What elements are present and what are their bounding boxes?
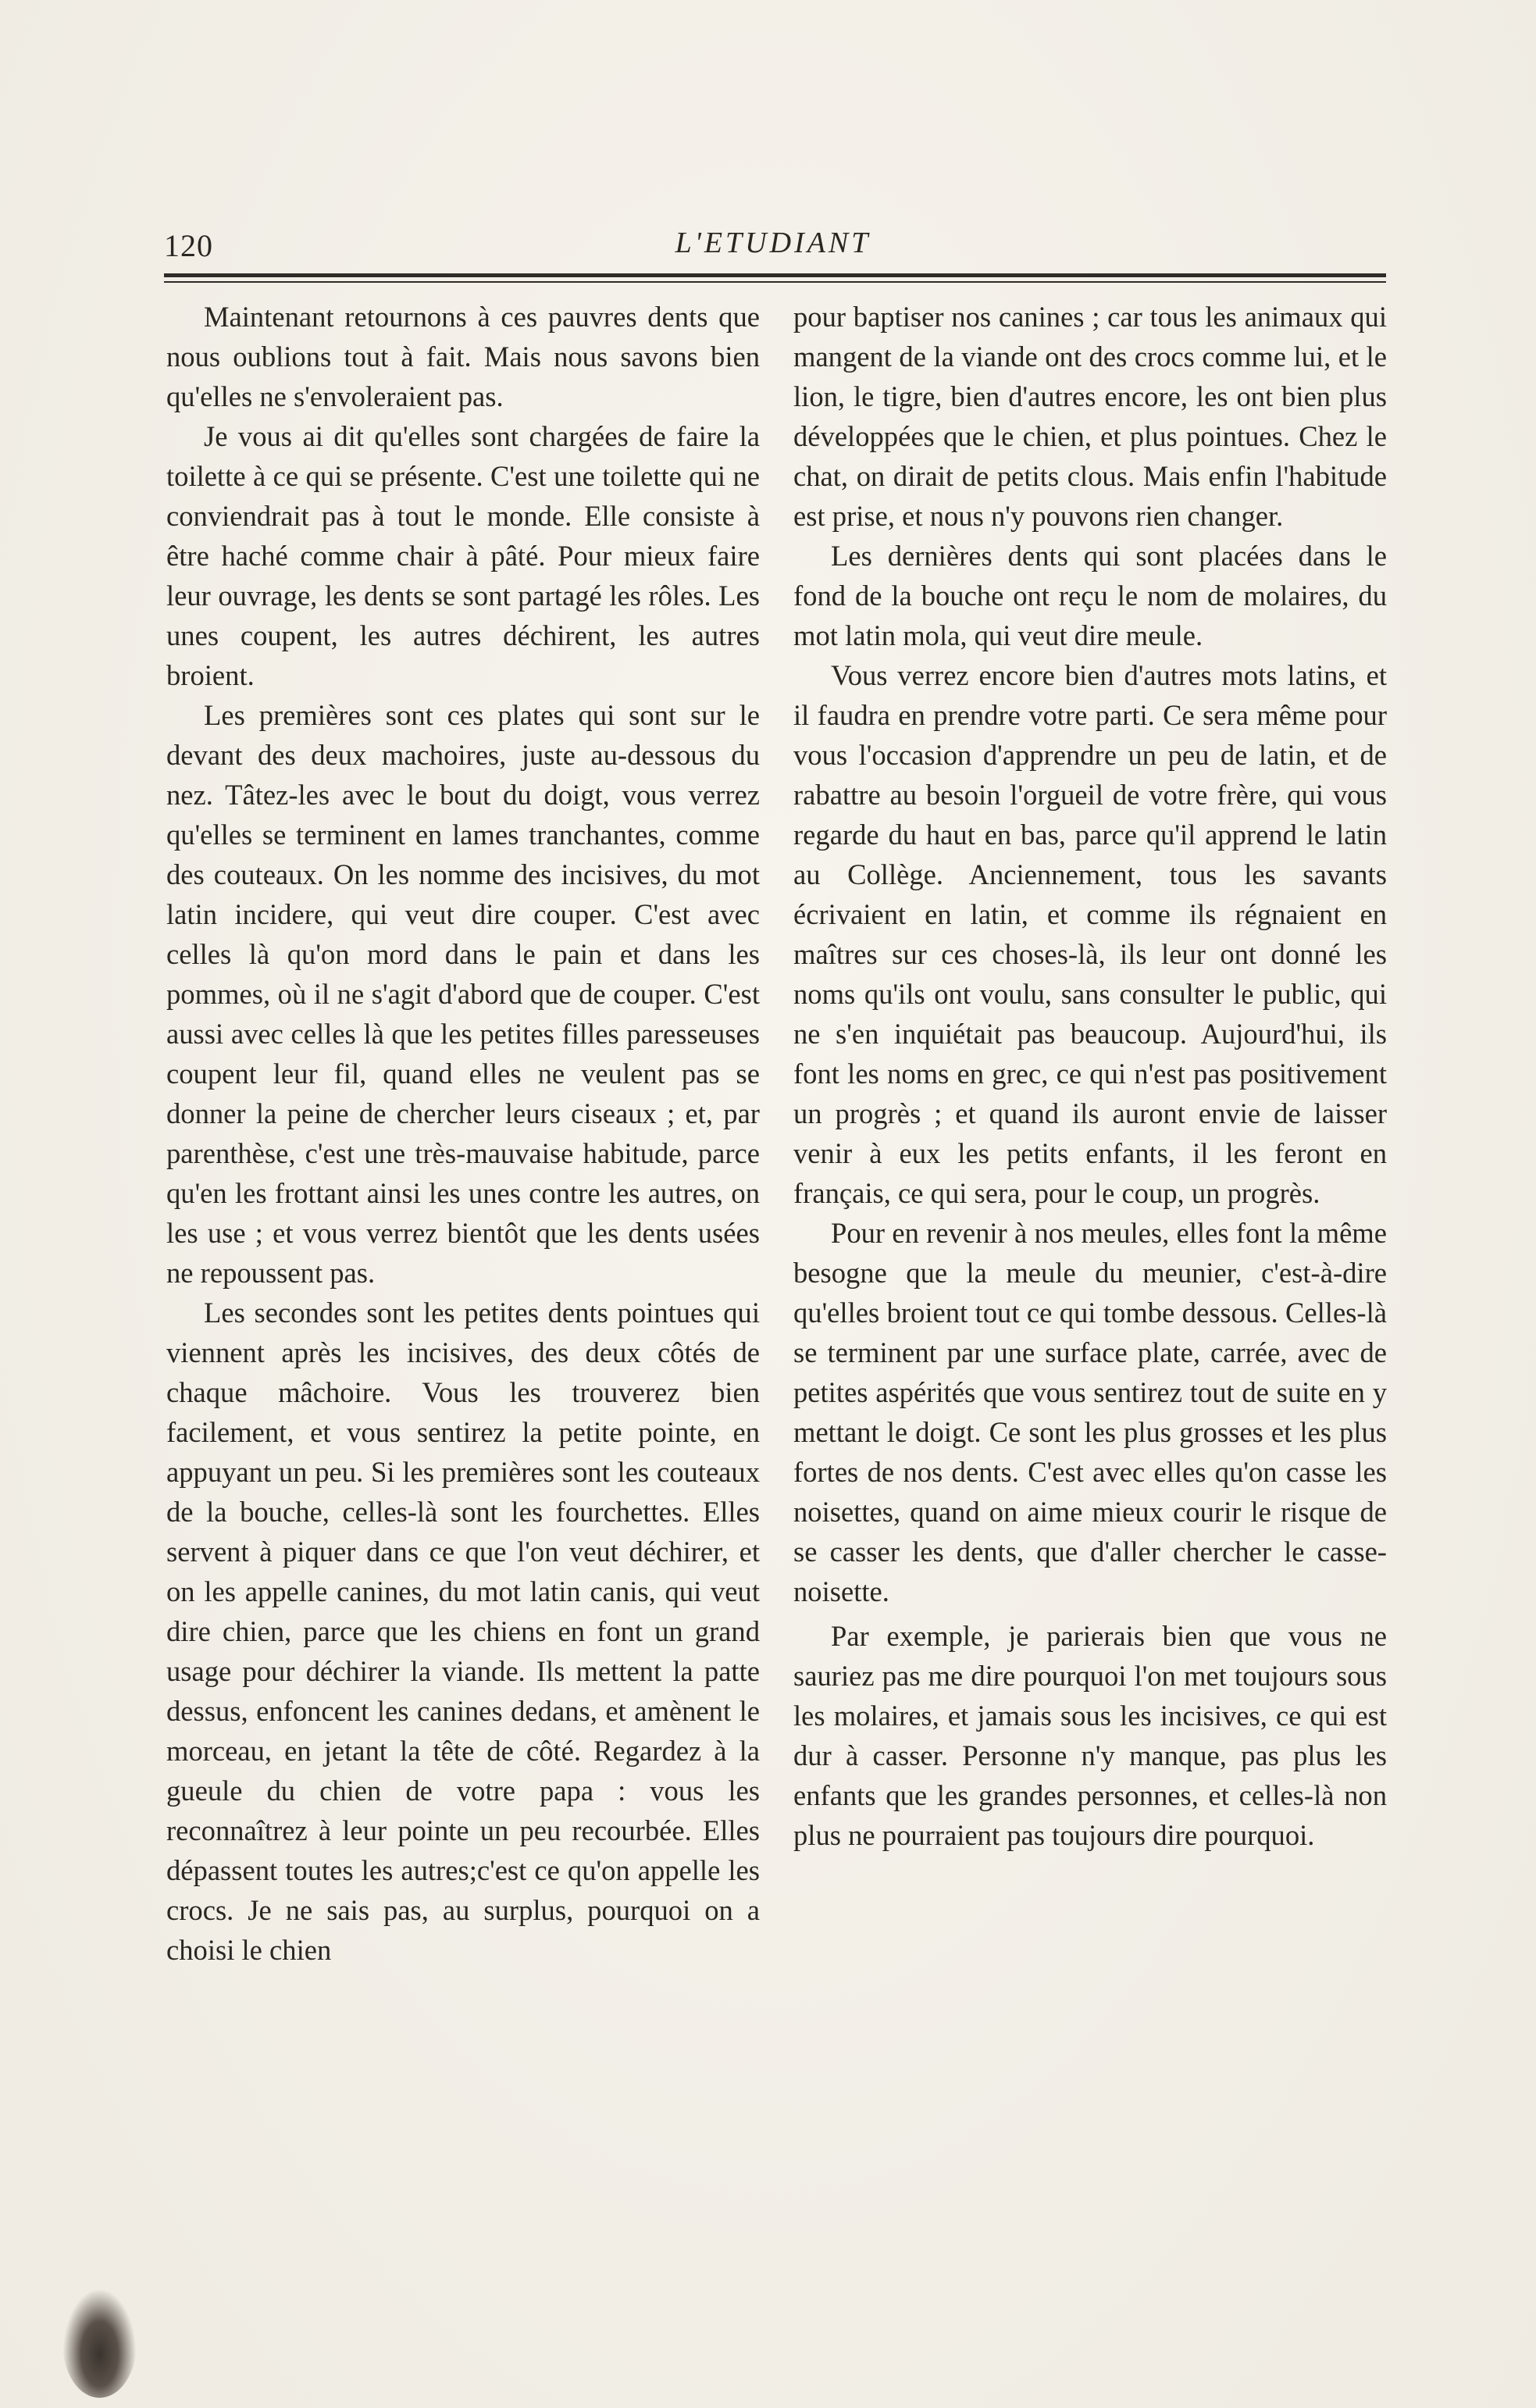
paragraph: Les dernières dents qui sont placées dans le fond de la bouche ont reçu le nom de molaires, du mot latin mola, qui veut dire meule. (793, 540, 1387, 651)
header-rule-thin (164, 281, 1386, 283)
page-number: 120 (164, 228, 213, 263)
paragraph: Par exemple, je parierais bien que vous ne sauriez pas me dire pourquoi l'on met toujours sous les molaires, et jamais sous les incisives, ce qui est dur à casser. Personne n'y manque, pas plus les enfants que les grandes personnes, et celles-là non plus ne pourraient pas toujours dire pourquoi. (793, 1620, 1387, 1851)
running-title: L'ETUDIANT (675, 227, 871, 259)
paragraph: Les premières sont ces plates qui sont sur le devant des deux machoires, juste au-dessous du nez. Tâtez-les avec le bout du doigt, vous verrez qu'elles se terminent en lames tranchantes, comme des couteaux. On les nomme des incisives, du mot latin incidere, qui veut dire couper. C'est avec celles là qu'on mord dans le pain et dans les pommes, où il ne s'agit d'abord que de couper. C'est aussi avec celles là que les petites filles paresseuses coupent leur fil, quand elles ne veulent pas se donner la peine de chercher leurs ciseaux ; et, par parenthèse, c'est une très-mauvaise habitude, parce qu'en les frottant ainsi les unes contre les autres, on les use ; et vous verrez bientôt que les dents usées ne repoussent pas. (166, 699, 760, 1289)
left-column (166, 297, 760, 1970)
right-column (793, 297, 1387, 1855)
paragraph: Maintenant retournons à ces pauvres dents que nous oublions tout à fait. Mais nous savons bien qu'elles ne s'envoleraient pas. (166, 301, 760, 412)
header-rule-thick (164, 273, 1386, 277)
paragraph: Pour en revenir à nos meules, elles font la même besogne que la meule du meunier, c'est-à-dire qu'elles broient tout ce qui tombe dessous. Celles-là se terminent par une surface plate, carrée, avec de petites aspérités que vous sentirez tout de suite en y mettant le doigt. Ce sont les plus grosses et les plus fortes de nos dents. C'est avec elles qu'on casse les noisettes, quand on aime mieux courir le risque de se casser les dents, que d'aller chercher le casse-noisette. (793, 1217, 1387, 1607)
page-header (164, 223, 1382, 269)
scan-smudge (62, 2288, 137, 2398)
paragraph: Vous verrez encore bien d'autres mots latins, et il faudra en prendre votre parti. Ce sera même pour vous l'occasion d'apprendre un peu de latin, et de rabattre au besoin l'orgueil de votre frère, qui vous regarde du haut en bas, parce qu'il apprend le latin au Collège. Anciennement, tous les savants écrivaient en latin, et comme ils régnaient en maîtres sur ces choses-là, ils leur ont donné les noms qu'ils ont voulu, sans consulter le public, qui ne s'en inquiétait pas beaucoup. Aujourd'hui, ils font les noms en grec, ce qui n'est pas positivement un progrès ; et quand ils auront envie de laisser venir à eux les petits enfants, il les feront en français, ce qui sera, pour le coup, un progrès. (793, 659, 1387, 1209)
paragraph: Les secondes sont les petites dents pointues qui viennent après les incisives, des deux côtés de chaque mâchoire. Vous les trouverez bien facilement, et vous sentirez la petite pointe, en appuyant un peu. Si les premières sont les couteaux de la bouche, celles-là sont les fourchettes. Elles servent à piquer dans ce que l'on veut déchirer, et on les appelle canines, du mot latin canis, qui veut dire chien, parce que les chiens en font un grand usage pour déchirer la viande. Ils mettent la patte dessus, enfoncent les canines dedans, et amènent le morceau, en jetant la tête de côté. Regardez à la gueule du chien de votre papa : vous les reconnaîtrez à leur pointe un peu recourbée. Elles dépassent toutes les autres;c'est ce qu'on appelle les crocs. Je ne sais pas, au surplus, pourquoi on a choisi le chien (166, 1297, 760, 1966)
paragraph: Je vous ai dit qu'elles sont chargées de faire la toilette à ce qui se présente. C'est une toilette qui ne conviendrait pas à tout le monde. Elle consiste à être haché comme chair à pâté. Pour mieux faire leur ouvrage, les dents se sont partagé les rôles. Les unes coupent, les autres déchirent, les autres broient. (166, 420, 760, 691)
paragraph: pour baptiser nos canines ; car tous les animaux qui mangent de la viande ont des crocs comme lui, et le lion, le tigre, bien d'autres encore, les ont bien plus développées que le chien, et plus pointues. Chez le chat, on dirait de petits clous. Mais enfin l'habitude est prise, et nous n'y pouvons rien changer. (793, 301, 1387, 532)
